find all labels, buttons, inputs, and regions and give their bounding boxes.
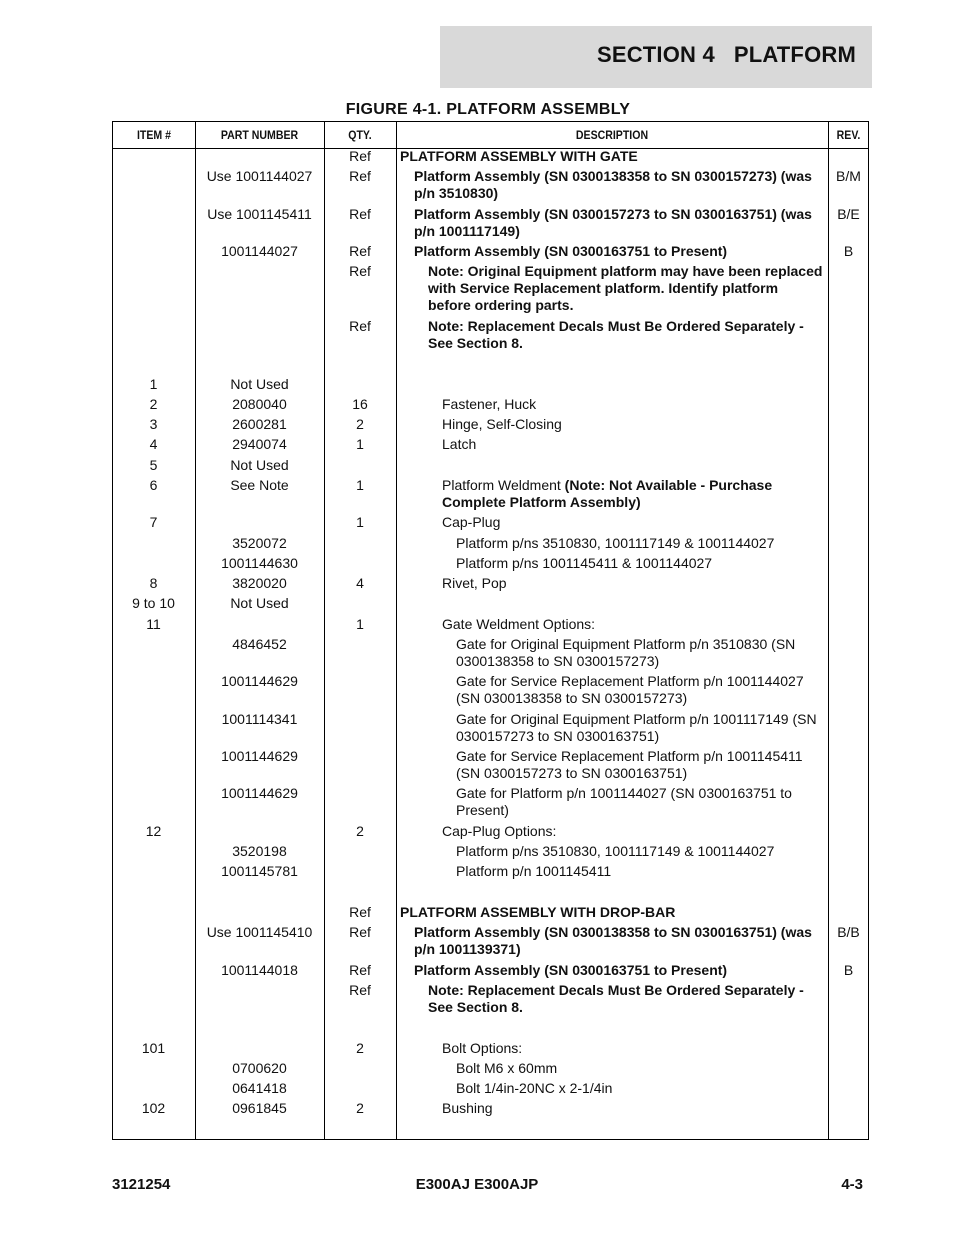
footer-doc-number: 3121254 [112,1176,171,1193]
quantity: Ref [349,982,371,998]
description-text: Bushing [442,1100,493,1116]
description [400,477,824,511]
item-number: 7 [149,514,158,530]
section-header-bar [440,26,872,88]
item-number: 102 [141,1100,166,1116]
description-text: Platform Assembly (SN 0300163751 to Present) [414,962,728,978]
revision: B [843,962,854,978]
item-number: 1 [149,376,158,392]
item-number: 9 to 10 [132,595,175,611]
description-text: Gate for Service Replacement Platform p/n 1001144027 (SN 0300138358 to SN 0300157273) [456,673,804,706]
part-number: 1001144629 [221,785,298,801]
table-row [112,168,869,206]
description-text: Platform Assembly (SN 0300163751 to Present) [414,243,728,259]
column-header-qty: QTY. [348,128,372,142]
description-text: Platform p/n 1001145411 [456,863,612,879]
part-number: 0961845 [232,1100,287,1116]
table-row [112,575,869,595]
footer-model: E300AJ E300AJP [415,1176,539,1193]
column-header-rev: REV. [836,128,861,142]
description-text: Platform Weldment [442,477,561,493]
quantity: 1 [356,436,364,452]
table-row [112,243,869,263]
description-text: PLATFORM ASSEMBLY WITH DROP-BAR [400,904,676,920]
description [400,555,824,572]
description [400,1060,824,1077]
table-row [112,376,869,396]
quantity: 2 [356,1040,364,1056]
table-row [112,477,869,514]
description-text: Bolt 1/4in-20NC x 2-1/4in [456,1080,613,1096]
description [400,616,824,633]
table-body [112,148,869,1120]
table-row [112,206,869,243]
table-row [112,924,869,962]
table-row [112,823,869,843]
part-number: Use 1001144027 [206,168,313,184]
table-row [112,396,869,416]
table-row [112,1100,869,1120]
part-number: 2600281 [232,416,287,432]
quantity: Ref [349,148,371,164]
part-number: 1001145781 [221,863,298,879]
description [400,962,824,979]
description [400,1100,824,1117]
description [400,575,824,592]
description-text: Gate Weldment Options: [442,616,596,632]
description [400,318,824,352]
description [400,535,824,552]
part-number: 1001144630 [221,555,298,571]
table-row [112,982,869,1040]
description [400,206,824,240]
description-text: Gate for Platform p/n 1001144027 (SN 0300163751 to Present) [456,785,792,818]
description [400,168,824,202]
table-row [112,673,869,711]
table-row [112,748,869,785]
quantity: 2 [356,1100,364,1116]
description [400,924,824,958]
description [400,636,824,670]
table-row [112,843,869,863]
description [400,514,824,531]
part-number: Not Used [230,595,289,611]
quantity: Ref [349,318,371,334]
description [400,1040,824,1057]
description [400,785,824,819]
item-number: 3 [149,416,158,432]
table-row [112,785,869,823]
description-text: Platform p/ns 3510830, 1001117149 & 1001144027 [456,843,775,859]
description [400,982,824,1016]
item-number: 4 [149,436,158,452]
description [400,263,824,314]
description [400,823,824,840]
description-text: Platform Assembly (SN 0300138358 to SN 0300163751) (was p/n 1001139371) [414,924,812,957]
part-number: 1001144018 [221,962,298,978]
figure-title: FIGURE 4-1. PLATFORM ASSEMBLY [345,101,631,118]
quantity: Ref [349,924,371,940]
quantity: 2 [356,416,364,432]
quantity: Ref [349,962,371,978]
description [400,243,824,260]
description-text: Bolt Options: [442,1040,523,1056]
item-number: 6 [149,477,158,493]
table-row [112,616,869,636]
table-row [112,457,869,477]
quantity: Ref [349,206,371,222]
description-text: Note: Replacement Decals Must Be Ordered Separately - See Section 8. [428,318,804,351]
column-header-description: DESCRIPTION [575,128,649,142]
revision: B [843,243,854,259]
quantity: 1 [356,514,364,530]
description [400,748,824,782]
item-number: 12 [145,823,162,839]
footer-page-number: 4-3 [841,1176,863,1193]
description-text: PLATFORM ASSEMBLY WITH GATE [400,148,638,164]
revision: B/E [837,206,860,222]
description [400,148,824,165]
part-number: 4846452 [232,636,287,652]
description-text: Platform Assembly (SN 0300157273 to SN 0300163751) (was p/n 1001117149) [414,206,812,239]
table-row [112,863,869,904]
description-text: Cap-Plug [442,514,501,530]
table-row [112,904,869,924]
quantity: Ref [349,263,371,279]
description [400,843,824,860]
quantity: 16 [352,396,368,412]
part-number: Not Used [230,457,289,473]
item-number: 5 [149,457,158,473]
part-number: 1001144027 [221,243,298,259]
revision: B/B [837,924,860,940]
description-text: Platform p/ns 1001145411 & 1001144027 [456,555,713,571]
part-number: 1001144629 [221,673,298,689]
table-row [112,318,869,376]
part-number: 3520072 [232,535,287,551]
part-number: Use 1001145411 [207,206,312,222]
item-number: 11 [146,616,161,632]
description-note: (Note: Not Available - Purchase Complete Platform Assembly) [442,477,773,510]
table-row [112,1040,869,1060]
part-number: 2080040 [232,396,287,412]
table-row [112,416,869,436]
description-text: Latch [442,436,477,452]
item-number: 8 [149,575,158,591]
description-text: Gate for Original Equipment Platform p/n 1001117149 (SN 0300157273 to SN 0300163751) [456,711,817,744]
table-row [112,711,869,748]
table-row [112,514,869,535]
description [400,863,824,880]
description-text: Hinge, Self-Closing [442,416,562,432]
table-row [112,436,869,457]
part-number: 1001114341 [221,711,298,727]
description [400,711,824,745]
description [400,436,824,453]
description-text: Note: Replacement Decals Must Be Ordered Separately - See Section 8. [428,982,804,1015]
part-number: Not Used [230,376,289,392]
description-text: Gate for Original Equipment Platform p/n 3510830 (SN 0300138358 to SN 0300157273) [456,636,796,669]
description-text: Note: Original Equipment platform may have been replaced with Service Replacement platform. Identify platform before ordering parts. [428,263,823,313]
description-text: Rivet, Pop [442,575,507,591]
part-number: 0700620 [232,1060,287,1076]
description [400,396,824,413]
table-row [112,555,869,575]
table-row [112,962,869,982]
description [400,1080,824,1097]
part-number: 3820020 [232,575,287,591]
description [400,904,824,921]
table-row [112,535,869,555]
quantity: Ref [349,904,371,920]
description-text: Bolt M6 x 60mm [456,1060,558,1076]
table-row [112,148,869,168]
table-row [112,1060,869,1080]
description [400,673,824,707]
part-number: 3520198 [232,843,287,859]
quantity: Ref [349,168,371,184]
table-row [112,595,869,616]
quantity: 1 [356,477,364,493]
description-text: Fastener, Huck [442,396,537,412]
quantity: 4 [356,575,364,591]
table-row [112,263,869,318]
table-row [112,1080,869,1100]
description-text: Cap-Plug Options: [442,823,557,839]
item-number: 101 [141,1040,166,1056]
section-title: SECTION 4 PLATFORM [596,42,856,67]
column-header-part-number: PART NUMBER [220,128,299,142]
description-text: Platform Assembly (SN 0300138358 to SN 0300157273) (was p/n 3510830) [414,168,812,201]
quantity: 1 [356,616,364,632]
column-header-item: ITEM # [136,128,172,142]
part-number: Use 1001145410 [206,924,313,940]
item-number: 2 [149,396,158,412]
quantity: 2 [356,823,364,839]
description-text: Gate for Service Replacement Platform p/n 1001145411 (SN 0300157273 to SN 0300163751) [456,748,803,781]
part-number: 1001144629 [221,748,298,764]
quantity: Ref [349,243,371,259]
part-number: See Note [230,477,289,493]
part-number: 0641418 [232,1080,287,1096]
revision: B/M [836,168,861,184]
description-text: Platform p/ns 3510830, 1001117149 & 1001144027 [456,535,775,551]
description [400,416,824,433]
part-number: 2940074 [232,436,287,452]
table-row [112,636,869,673]
